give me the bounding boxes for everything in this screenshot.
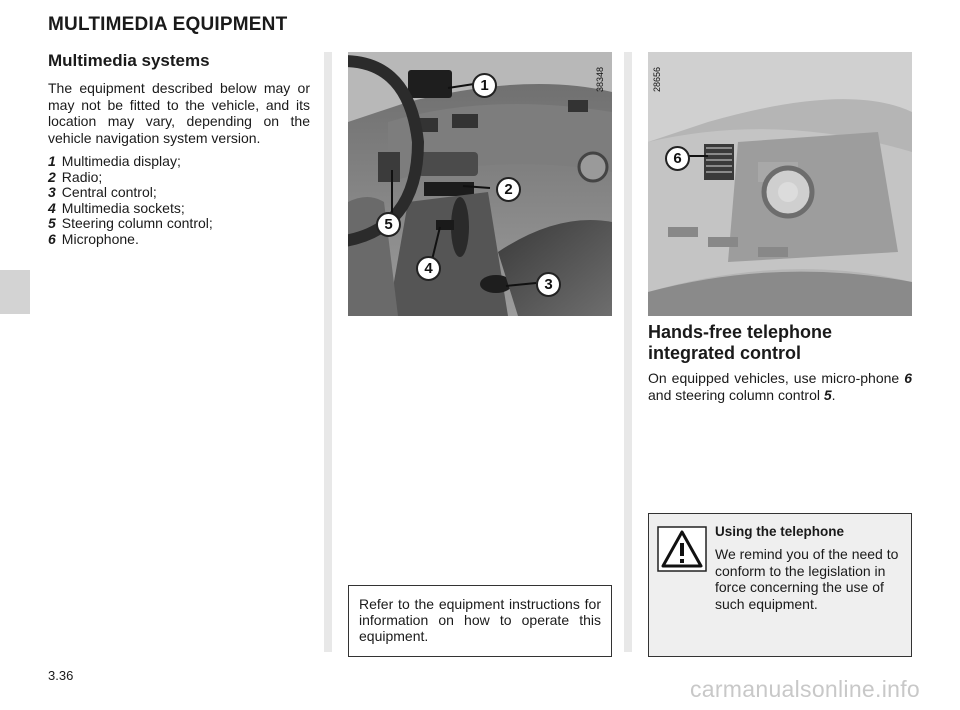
callout-5: 5 <box>376 212 401 237</box>
item-number: 1 <box>48 153 56 169</box>
callout-2: 2 <box>496 177 521 202</box>
text-segment: . <box>831 386 836 403</box>
list-item <box>48 232 318 248</box>
item-number: 2 <box>48 168 56 185</box>
page-number: 3.36 <box>48 668 74 683</box>
column-divider <box>624 52 632 652</box>
item-label: Central control; <box>61 184 157 200</box>
warning-text: We remind you of the need to conform to the legislation in force concerning the use of such equipment. <box>715 546 899 612</box>
callout-3: 3 <box>536 272 561 297</box>
warning-text-wrap <box>659 546 901 612</box>
warning-title: Using the telephone <box>715 524 845 539</box>
callout-1: 1 <box>472 73 497 98</box>
watermark: carmanualsonline.info <box>689 676 920 702</box>
page-title: MULTIMEDIA EQUIPMENT <box>48 14 288 35</box>
item-number: 3 <box>48 184 56 200</box>
intro-paragraph: The equipment described below may or may not be fitted to the vehicle, and its location may vary, depending on the vehicle navigation system version. <box>48 80 310 146</box>
item-number: 4 <box>48 199 56 216</box>
item-label: Multimedia display; <box>61 153 181 169</box>
text-indent <box>659 546 715 598</box>
info-note-box <box>348 585 612 657</box>
callout-6: 6 <box>665 146 690 171</box>
hands-free-paragraph <box>648 370 912 403</box>
item-label: Steering column control; <box>61 215 213 231</box>
list-item <box>48 170 318 186</box>
section-tab <box>0 270 30 314</box>
item-label: Multimedia sockets; <box>61 199 185 216</box>
item-label: Radio; <box>61 168 103 185</box>
column-divider <box>324 52 332 652</box>
list-item <box>48 216 318 232</box>
dashboard-photo <box>348 52 612 316</box>
text-segment: On equipped vehicles, use micro-phone <box>648 370 905 386</box>
list-item <box>48 185 318 201</box>
heading-line: integrated control <box>648 343 802 363</box>
item-number: 5 <box>48 215 56 231</box>
list-item <box>48 201 318 217</box>
section-heading-multimedia-systems: Multimedia systems <box>48 51 210 70</box>
info-note-text: Refer to the equipment instructions for information on how to operate this equipment. <box>359 596 601 644</box>
item-label: Microphone. <box>61 230 139 247</box>
text-segment: and steering column control <box>648 386 824 403</box>
callout-4: 4 <box>416 256 441 281</box>
equipment-list <box>48 154 318 247</box>
photo-reference-code: 38348 <box>595 66 605 92</box>
ref-number: 6 <box>904 370 912 386</box>
list-item <box>48 154 318 170</box>
overhead-console-photo <box>648 52 912 316</box>
section-heading-hands-free <box>648 322 918 364</box>
photo-reference-code: 28656 <box>652 66 662 92</box>
warning-box <box>648 513 912 657</box>
heading-line: Hands-free telephone <box>648 322 833 342</box>
overhead-console-illustration <box>648 52 912 316</box>
item-number: 6 <box>48 230 56 247</box>
ref-number: 5 <box>823 386 832 403</box>
